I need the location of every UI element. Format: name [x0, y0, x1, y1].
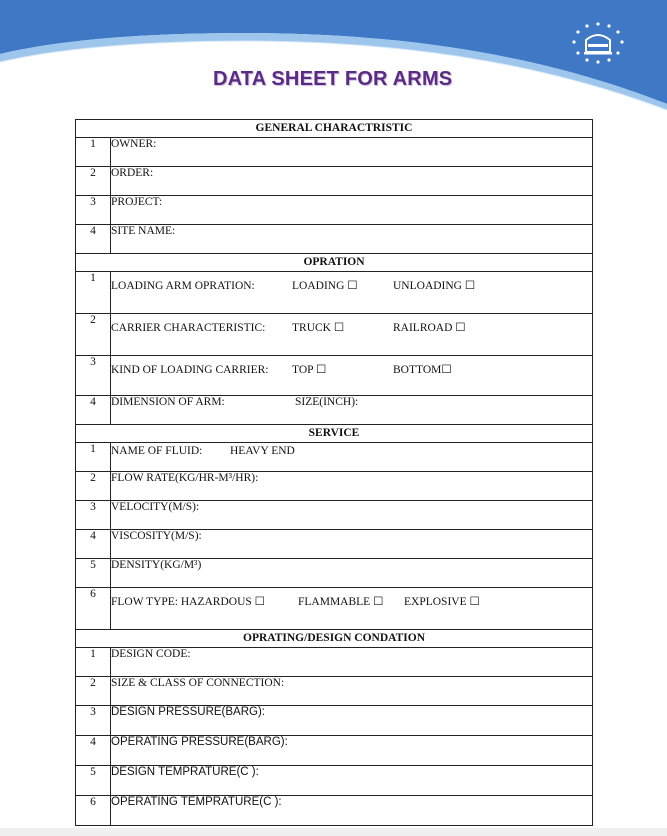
size-class-connection-field[interactable]: SIZE & CLASS OF CONNECTION:: [111, 677, 593, 706]
data-sheet-table: [75, 119, 593, 826]
section-heading-general: GENERAL CHARACTRISTIC: [76, 120, 593, 138]
table-row: 2 ORDER:: [76, 167, 593, 196]
dimension-of-arm-label: DIMENSION OF ARM:: [111, 396, 225, 408]
table-row: 2 CARRIER CHARACTERISTIC: TRUCK ☐ RAILROAD ☐: [76, 314, 593, 356]
table-row: 5 DENSITY(KG/M³): [76, 559, 593, 588]
flammable-checkbox[interactable]: FLAMMABLE ☐: [298, 596, 384, 608]
table-row: 4 OPERATING PRESSURE(BARG):: [76, 736, 593, 766]
company-logo: [566, 22, 630, 66]
section-heading-service: SERVICE: [76, 425, 593, 443]
page-title: DATA SHEET FOR ARMS: [213, 68, 453, 90]
project-field[interactable]: PROJECT:: [111, 196, 593, 225]
table-row: 3 DESIGN PRESSURE(BARG):: [76, 706, 593, 736]
size-inch-field[interactable]: SIZE(INCH):: [295, 396, 359, 408]
table-row: 3 PROJECT:: [76, 196, 593, 225]
section-heading-design: OPRATING/DESIGN CONDATION: [76, 630, 593, 648]
table-row: 4 SITE NAME:: [76, 225, 593, 254]
table-row: 3 VELOCITY(M/S):: [76, 501, 593, 530]
section-heading-operation: OPRATION: [76, 254, 593, 272]
table-row: 5 DESIGN TEMPRATURE(C ):: [76, 766, 593, 796]
table-row: 2 FLOW RATE(KG/HR-M³/HR):: [76, 472, 593, 501]
hazardous-checkbox[interactable]: FLOW TYPE: HAZARDOUS ☐: [111, 596, 265, 608]
top-checkbox[interactable]: TOP ☐: [292, 364, 327, 376]
loading-arm-operation-label: LOADING ARM OPRATION:: [111, 280, 255, 292]
flow-rate-field[interactable]: FLOW RATE(KG/HR-M³/HR):: [111, 472, 593, 501]
loading-checkbox[interactable]: LOADING ☐: [292, 280, 358, 292]
truck-checkbox[interactable]: TRUCK ☐: [292, 322, 345, 334]
design-pressure-field[interactable]: DESIGN PRESSURE(BARG):: [111, 706, 593, 736]
table-row: 1 LOADING ARM OPRATION: LOADING ☐ UNLOADING ☐: [76, 272, 593, 314]
design-temperature-field[interactable]: DESIGN TEMPRATURE(C ):: [111, 766, 593, 796]
velocity-field[interactable]: VELOCITY(M/S):: [111, 501, 593, 530]
fluid-name-value[interactable]: HEAVY END: [230, 445, 295, 457]
design-code-field[interactable]: DESIGN CODE:: [111, 648, 593, 677]
table-row: 2 SIZE & CLASS OF CONNECTION:: [76, 677, 593, 706]
site-name-field[interactable]: SITE NAME:: [111, 225, 593, 254]
page-bottom-edge: [0, 828, 667, 836]
kind-of-loading-carrier-label: KIND OF LOADING CARRIER:: [111, 364, 269, 376]
bottom-checkbox[interactable]: BOTTOM☐: [393, 364, 452, 376]
railroad-checkbox[interactable]: RAILROAD ☐: [393, 322, 466, 334]
carrier-characteristic-label: CARRIER CHARACTERISTIC:: [111, 322, 266, 334]
table-row: 3 KIND OF LOADING CARRIER: TOP ☐ BOTTOM☐: [76, 356, 593, 396]
density-field[interactable]: DENSITY(KG/M³): [111, 559, 593, 588]
table-row: 6 OPERATING TEMPRATURE(C ):: [76, 796, 593, 826]
order-field[interactable]: ORDER:: [111, 167, 593, 196]
table-row: 1 NAME OF FLUID: HEAVY END: [76, 443, 593, 472]
table-row: 4 VISCOSITY(M/S):: [76, 530, 593, 559]
table-row: 4 DIMENSION OF ARM: SIZE(INCH):: [76, 396, 593, 425]
table-row: 1 DESIGN CODE:: [76, 648, 593, 677]
name-of-fluid-label: NAME OF FLUID:: [111, 445, 203, 457]
owner-field[interactable]: OWNER:: [111, 138, 593, 167]
table-row: 1 OWNER:: [76, 138, 593, 167]
viscosity-field[interactable]: VISCOSITY(M/S):: [111, 530, 593, 559]
operating-temperature-field[interactable]: OPERATING TEMPRATURE(C ):: [111, 796, 593, 826]
operating-pressure-field[interactable]: OPERATING PRESSURE(BARG):: [111, 736, 593, 766]
unloading-checkbox[interactable]: UNLOADING ☐: [393, 280, 476, 292]
explosive-checkbox[interactable]: EXPLOSIVE ☐: [404, 596, 480, 608]
table-row: 6 FLOW TYPE: HAZARDOUS ☐ FLAMMABLE ☐ EXPLOSIVE ☐: [76, 588, 593, 630]
